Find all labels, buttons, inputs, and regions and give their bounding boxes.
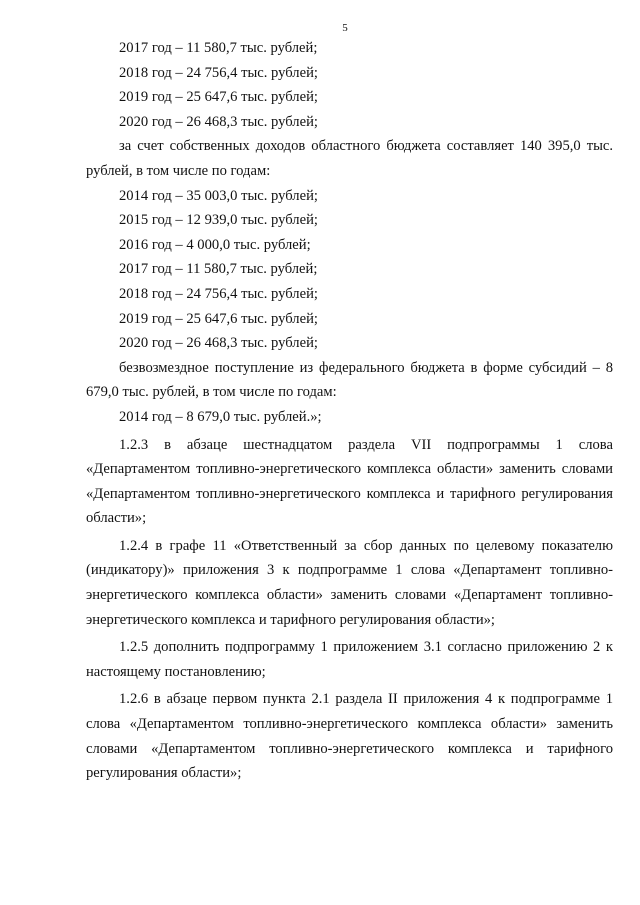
paragraph-year-line: 2019 год – 25 647,6 тыс. рублей; [119, 310, 318, 327]
paragraph-year-line: 2018 год – 24 756,4 тыс. рублей; [119, 285, 318, 302]
paragraph-year-line: 2015 год – 12 939,0 тыс. рублей; [119, 212, 318, 229]
page-number: 5 [342, 22, 348, 34]
paragraph-year-line: 2016 год – 4 000,0 тыс. рублей; [119, 236, 311, 253]
paragraph-year-line: 2019 год – 25 647,6 тыс. рублей; [119, 89, 318, 106]
paragraph-year-line: 2020 год – 26 468,3 тыс. рублей; [119, 113, 318, 130]
paragraph-year-line: 2014 год – 35 003,0 тыс. рублей; [119, 187, 318, 204]
paragraph-year-line: 2018 год – 24 756,4 тыс. рублей; [119, 64, 318, 81]
paragraph-year-line: 2017 год – 11 580,7 тыс. рублей; [119, 40, 318, 56]
paragraph-item-1-2-5: 1.2.5 дополнить подпрограмму 1 приложением 3.1 согласно приложению 2 к настоящему постановлению; [86, 639, 613, 680]
paragraph-regional-budget: за счет собственных доходов областного бюджета составляет 140 395,0 тыс. рублей, в том числе по годам: [86, 138, 613, 179]
paragraph-item-1-2-4: 1.2.4 в графе 11 «Ответственный за сбор данных по целевому показателю (индикатору)» приложения 3 к подпрограмме 1 слова «Департамент топливно-энергетического комплекса области» заменить словами «Департамент топливно-энергетического комплекса и тарифного регулирования области»; [86, 537, 613, 628]
paragraph-item-1-2-3: 1.2.3 в абзаце шестнадцатом раздела VII подпрограммы 1 слова «Департаментом топливно-энергетического комплекса области» заменить словами «Департаментом топливно-энергетического комплекса и тарифного регулирования области»; [86, 436, 613, 527]
paragraph-item-1-2-6: 1.2.6 в абзаце первом пункта 2.1 раздела II приложения 4 к подпрограмме 1 слова «Департаментом топливно-энергетического комплекса области» заменить словами «Департаментом топливно-энергетического комплекса и тарифного регулирования области»; [86, 691, 613, 782]
paragraph-federal-subsidy: безвозмездное поступление из федерального бюджета в форме субсидий – 8 679,0 тыс. рублей, в том числе по годам: [86, 359, 613, 401]
paragraph-year-line: 2014 год – 8 679,0 тыс. рублей.»; [119, 408, 322, 425]
paragraph-year-line: 2020 год – 26 468,3 тыс. рублей; [119, 335, 318, 352]
paragraph-year-line: 2017 год – 11 580,7 тыс. рублей; [119, 261, 318, 278]
document-body [86, 36, 613, 786]
